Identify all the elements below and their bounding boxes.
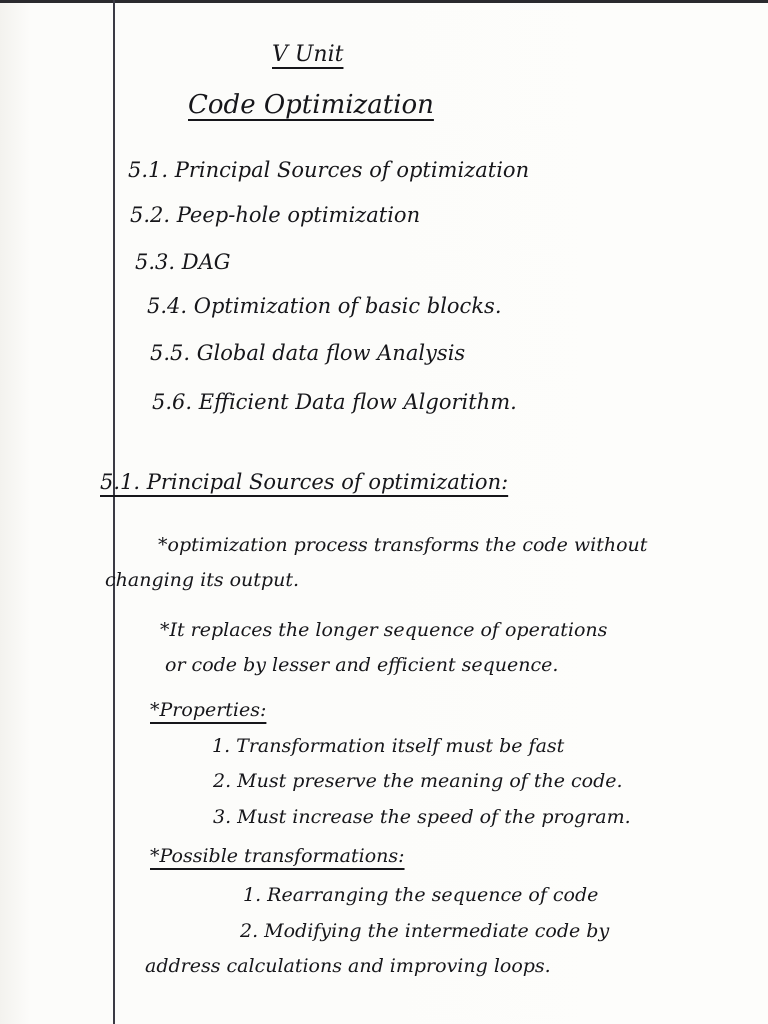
toc-item-3: 5.3. DAG xyxy=(135,250,231,274)
property-3: 3. Must increase the speed of the program. xyxy=(213,806,631,828)
margin-line xyxy=(113,0,115,1024)
para1-line1: *optimization process transforms the code without xyxy=(158,534,648,556)
chapter-title: Code Optimization xyxy=(188,90,434,120)
toc-item-2: 5.2. Peep-hole optimization xyxy=(130,203,421,227)
para1-line2: changing its output. xyxy=(105,569,300,591)
transformation-1: 1. Rearranging the sequence of code xyxy=(243,884,599,906)
transformation-2: 2. Modifying the intermediate code by xyxy=(240,920,610,942)
toc-item-1: 5.1. Principal Sources of optimization xyxy=(128,158,530,182)
property-1: 1. Transformation itself must be fast xyxy=(212,735,565,757)
page-top-edge xyxy=(0,0,768,3)
unit-title: V Unit xyxy=(272,42,344,67)
properties-label: *Properties: xyxy=(150,699,267,721)
section-heading: 5.1. Principal Sources of optimization: xyxy=(100,470,509,494)
transformation-2-cont: address calculations and improving loops. xyxy=(145,955,551,977)
transformations-label: *Possible transformations: xyxy=(150,845,405,867)
toc-item-6: 5.6. Efficient Data flow Algorithm. xyxy=(152,390,517,414)
toc-item-4: 5.4. Optimization of basic blocks. xyxy=(147,294,502,318)
para2-line1: *It replaces the longer sequence of operations xyxy=(160,619,608,641)
property-2: 2. Must preserve the meaning of the code. xyxy=(213,770,623,792)
toc-item-5: 5.5. Global data flow Analysis xyxy=(150,341,466,365)
para2-line2: or code by lesser and efficient sequence. xyxy=(165,654,559,676)
